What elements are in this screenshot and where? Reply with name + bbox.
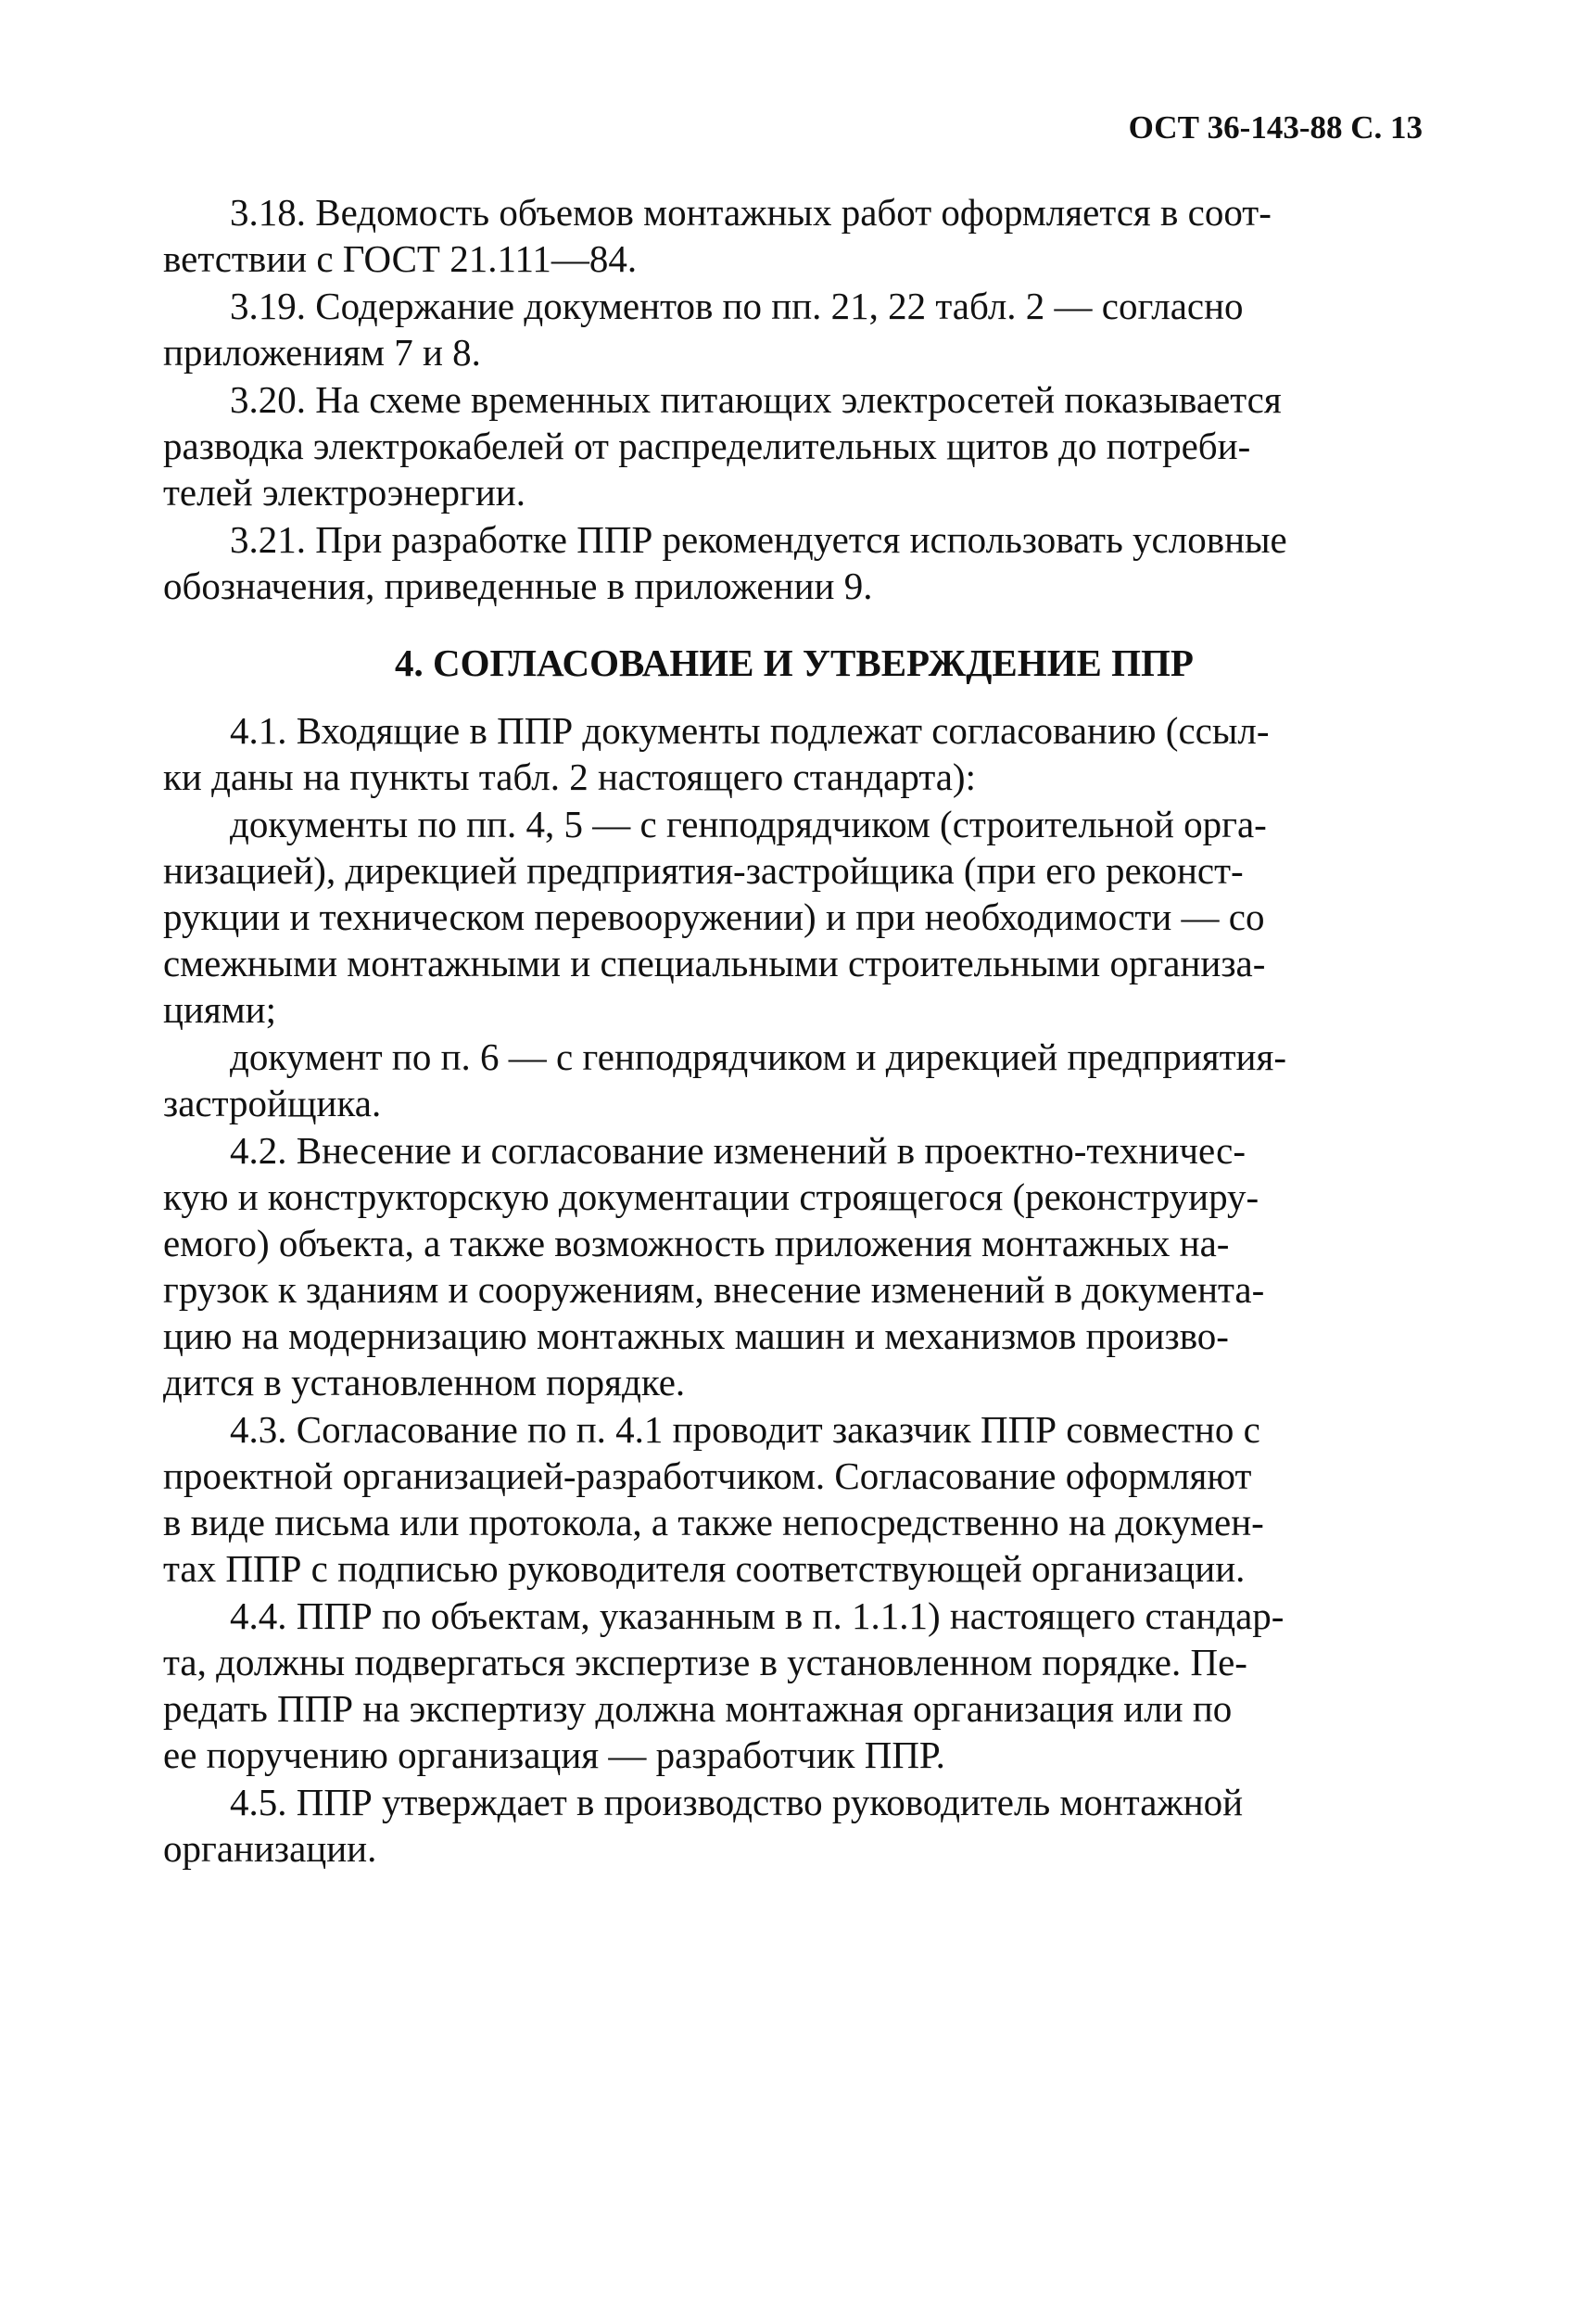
page-body xyxy=(163,189,1425,1873)
paragraph-4-4: 4.4. ППР по объектам, указанным в п. 1.1.1) настоящего стандар- та, должны подвергаться экспертизе в установленном порядке. Пе- редать ППР на экспертизу должна монтажная организация или по ее поручению организация — разработчик ППР. xyxy=(163,1594,1285,1776)
paragraph-4-1: 4.1. Входящие в ППР документы подлежат согласованию (ссыл- ки даны на пункты табл. 2 настоящего стандарта): xyxy=(163,709,1270,798)
page-header-reference: ОСТ 36-143-88 С. 13 xyxy=(1128,109,1423,146)
paragraph-4-2: 4.2. Внесение и согласование изменений в проектно-техничес- кую и конструкторскую документации строящегося (реконструиру- емого) объекта, а также возможность приложения монтажных на- грузок к зданиям и сооружениям, внесение изменений в документа- цию на модернизацию монтажных машин и механизмов произво- дится в установленном порядке. xyxy=(163,1129,1265,1403)
paragraph-4-5: 4.5. ППР утверждает в производство руководитель монтажной организации. xyxy=(163,1781,1244,1870)
paragraph-4-3: 4.3. Согласование по п. 4.1 проводит заказчик ППР совместно с проектной организацией-разработчиком. Согласование оформляют в виде письма или протокола, а также непосредственно на докумен- тах ППР с подписью руководителя соответствующей организации. xyxy=(163,1408,1264,1590)
paragraph-3-20: 3.20. На схеме временных питающих электросетей показывается разводка электрокабелей от распределительных щитов до потреби- телей электроэнергии. xyxy=(163,378,1282,514)
paragraph-3-21: 3.21. При разработке ППР рекомендуется использовать условные обозначения, приведенные в приложении 9. xyxy=(163,518,1287,607)
paragraph-4-1-documents-4-5: документы по пп. 4, 5 — с генподрядчиком (строительной орга- низацией), дирекцией предприятия-застройщика (при его реконст- рукции и техническом перевооружении) и при необходимости — со смежными монтажными и специальными строительными организа- циями; xyxy=(163,803,1267,1031)
paragraph-4-1-document-6: документ по п. 6 — с генподрядчиком и дирекцией предприятия- застройщика. xyxy=(163,1035,1287,1124)
section-4-heading: 4. СОГЛАСОВАНИЕ И УТВЕРЖДЕНИЕ ППР xyxy=(395,641,1194,684)
paragraph-3-19: 3.19. Содержание документов по пп. 21, 22 табл. 2 — согласно приложениям 7 и 8. xyxy=(163,285,1244,374)
paragraph-3-18: 3.18. Ведомость объемов монтажных работ оформляется в соот- ветствии с ГОСТ 21.111—84. xyxy=(163,191,1272,280)
